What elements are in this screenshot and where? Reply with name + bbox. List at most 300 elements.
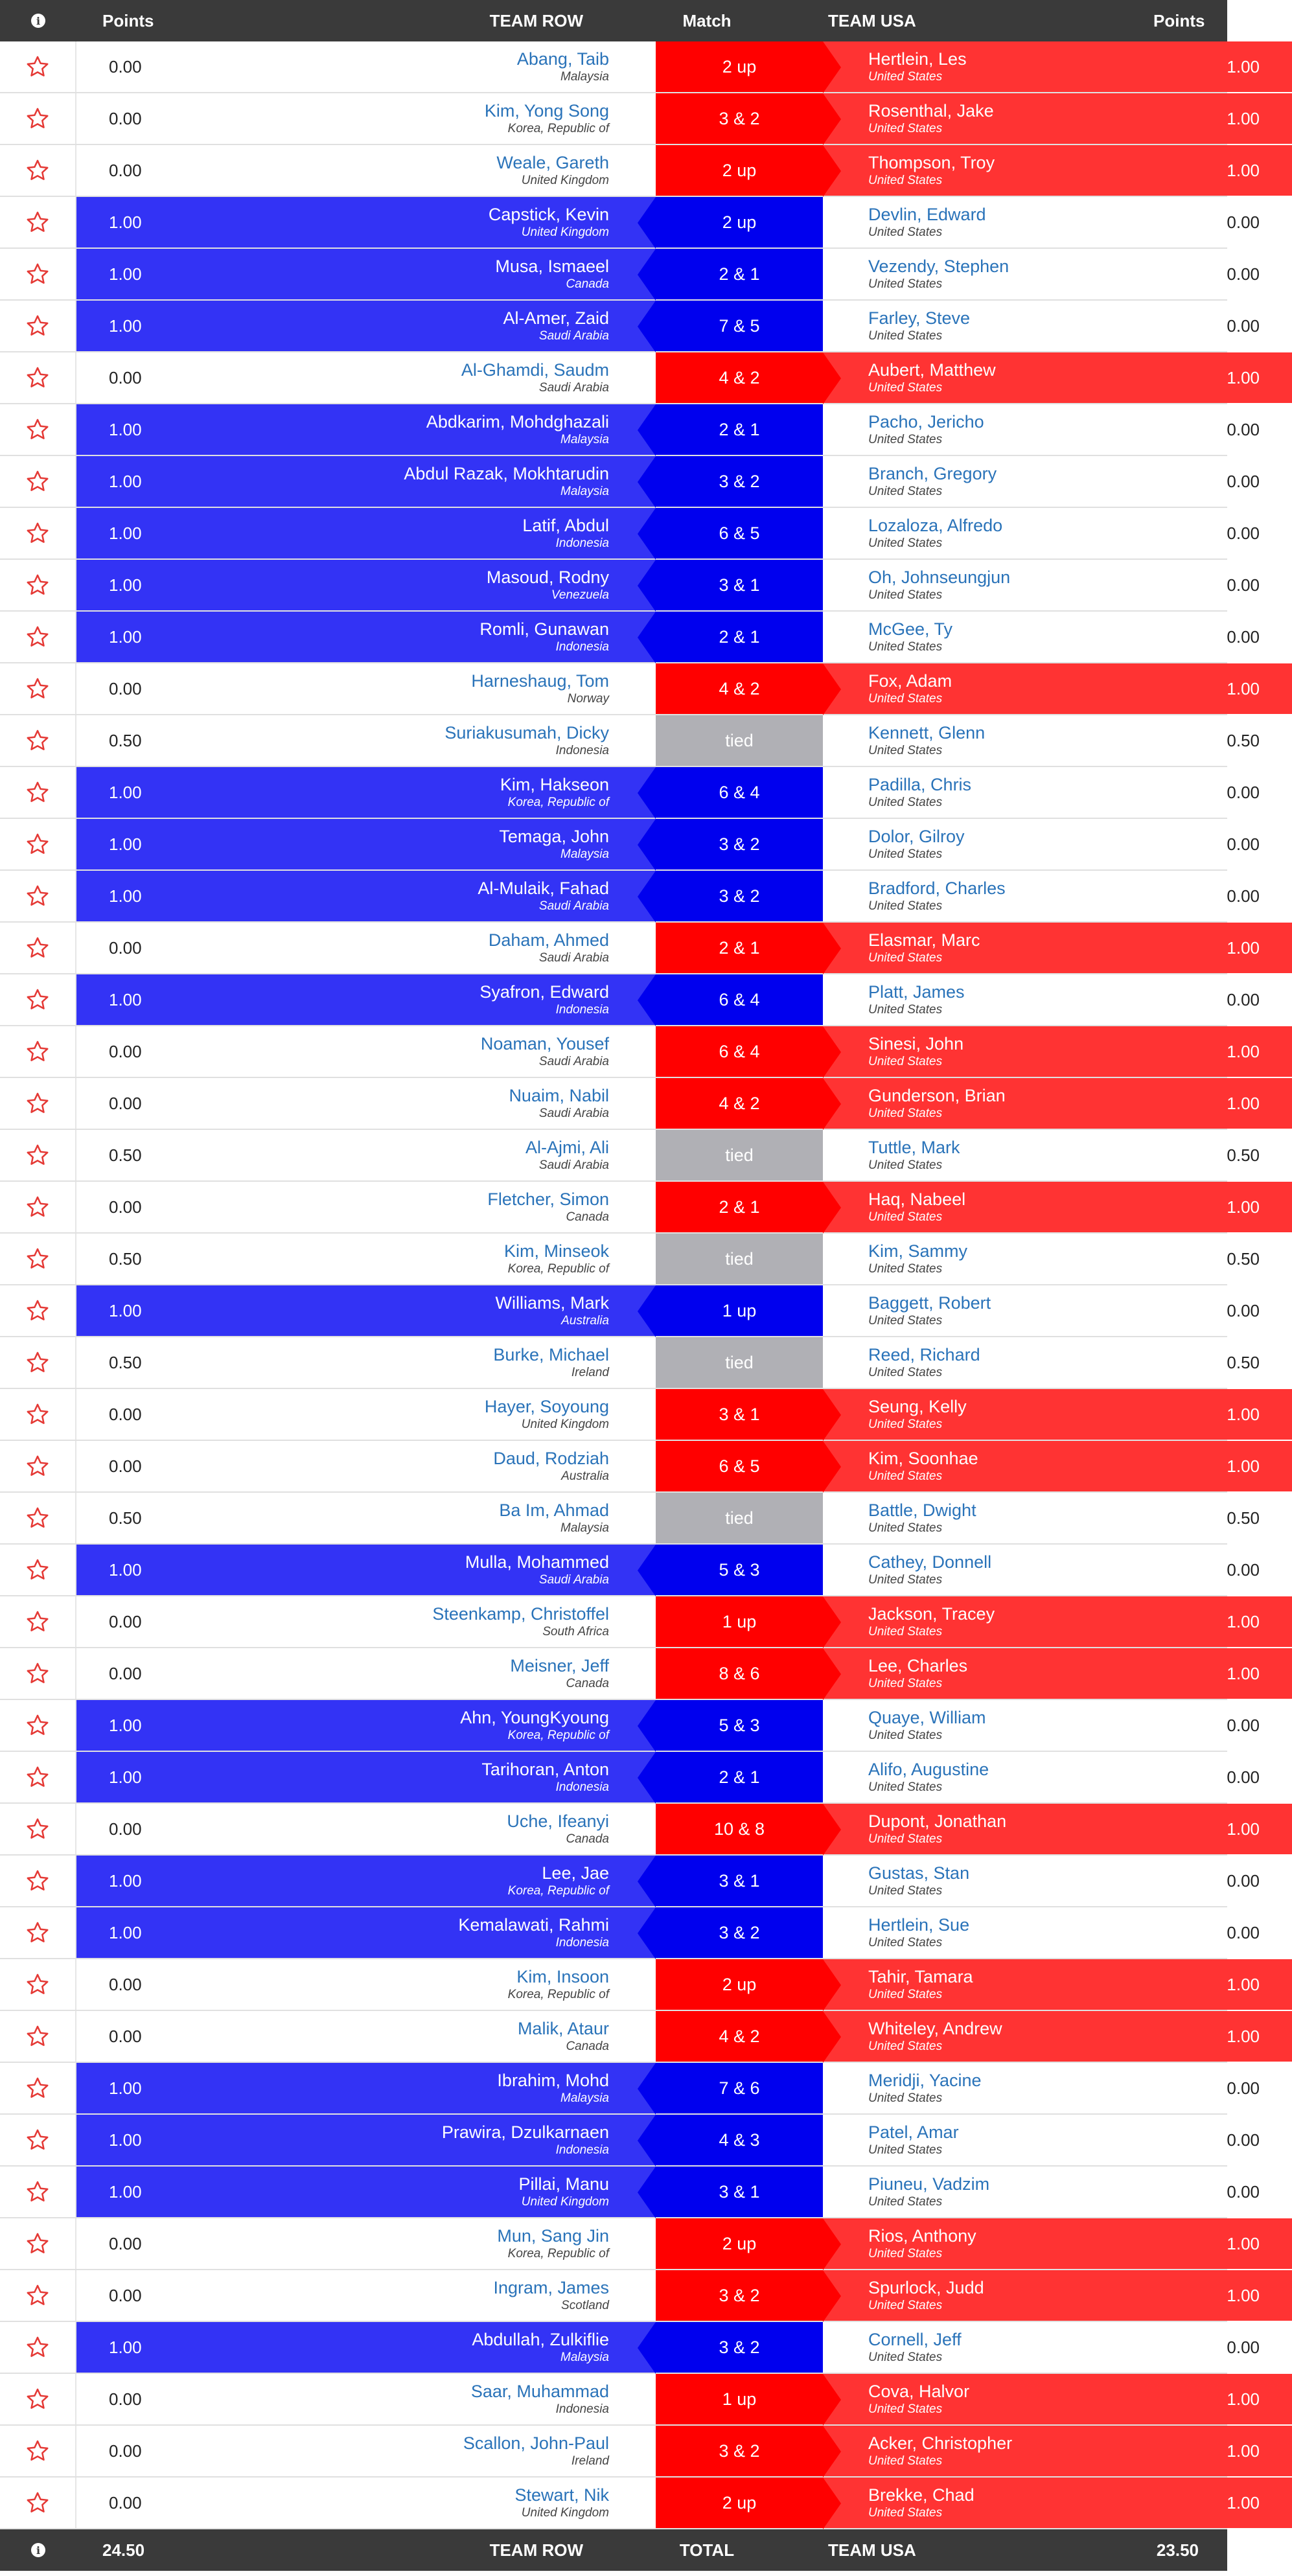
left-points: 0.00 bbox=[109, 678, 142, 698]
left-player-name[interactable]: Tarihoran, Anton bbox=[481, 1760, 609, 1779]
favorite-star-icon[interactable] bbox=[0, 1441, 76, 1491]
right-points: 0.00 bbox=[1227, 1715, 1260, 1735]
favorite-star-icon[interactable] bbox=[0, 767, 76, 818]
right-player-name[interactable]: Hertlein, Sue bbox=[868, 1915, 970, 1935]
table-row[interactable] bbox=[0, 923, 1260, 974]
match-result[interactable]: tied bbox=[656, 715, 823, 766]
favorite-star-icon[interactable] bbox=[0, 1804, 76, 1854]
table-row[interactable] bbox=[0, 41, 1260, 93]
table-row[interactable] bbox=[0, 1389, 1260, 1441]
table-row[interactable] bbox=[0, 1856, 1260, 1907]
match-result[interactable]: 6 & 5 bbox=[656, 508, 823, 558]
left-player bbox=[193, 93, 656, 144]
match-result[interactable]: 3 & 1 bbox=[656, 1389, 823, 1440]
right-player bbox=[823, 974, 1186, 1025]
favorite-star-icon[interactable] bbox=[0, 197, 76, 247]
left-player bbox=[193, 1130, 656, 1180]
match-result[interactable]: 2 up bbox=[656, 145, 823, 196]
table-row[interactable] bbox=[0, 1026, 1260, 1078]
right-player-name[interactable]: Cornell, Jeff bbox=[868, 2330, 962, 2349]
match-result[interactable]: 2 up bbox=[656, 197, 823, 247]
left-player-name[interactable]: Syafron, Edward bbox=[479, 982, 609, 1002]
favorite-star-icon[interactable] bbox=[0, 1130, 76, 1180]
right-player-name[interactable]: Kim, Sammy bbox=[868, 1241, 968, 1261]
left-player-name[interactable]: Daham, Ahmed bbox=[488, 930, 609, 950]
match-result[interactable]: 4 & 2 bbox=[656, 663, 823, 714]
right-player-country: United States bbox=[868, 744, 943, 757]
right-player-name[interactable]: Lozaloza, Alfredo bbox=[868, 516, 1003, 535]
favorite-star-icon[interactable] bbox=[0, 2167, 76, 2217]
header-left-points[interactable]: Points bbox=[102, 10, 154, 30]
favorite-star-icon[interactable] bbox=[0, 2011, 76, 2062]
match-result[interactable]: 2 up bbox=[656, 1959, 823, 2010]
left-player-name[interactable]: Uche, Ifeanyi bbox=[507, 1811, 609, 1831]
right-player-name[interactable]: Baggett, Robert bbox=[868, 1293, 991, 1313]
left-player-country: Korea, Republic of bbox=[507, 1262, 609, 1276]
match-result[interactable]: tied bbox=[656, 1337, 823, 1388]
favorite-star-icon[interactable] bbox=[0, 1337, 76, 1388]
right-player-country: United States bbox=[868, 1107, 943, 1120]
right-player-name[interactable]: Elasmar, Marc bbox=[868, 930, 980, 950]
favorite-star-icon[interactable] bbox=[0, 2374, 76, 2424]
right-player-name[interactable]: Spurlock, Judd bbox=[868, 2278, 984, 2297]
right-player-name[interactable]: Padilla, Chris bbox=[868, 775, 972, 794]
match-result[interactable]: 4 & 2 bbox=[656, 352, 823, 403]
left-player-name[interactable]: Al-Ajmi, Ali bbox=[525, 1138, 609, 1157]
table-row[interactable] bbox=[0, 612, 1260, 663]
favorite-star-icon[interactable] bbox=[0, 2322, 76, 2373]
favorite-star-icon[interactable] bbox=[0, 249, 76, 299]
left-player-name[interactable]: Ibrahim, Mohd bbox=[497, 2071, 609, 2090]
match-result[interactable]: 3 & 2 bbox=[656, 1907, 823, 1958]
match-result[interactable]: 1 up bbox=[656, 1285, 823, 1336]
left-player-name[interactable]: Abdkarim, Mohdghazali bbox=[426, 412, 609, 431]
match-result[interactable]: 4 & 2 bbox=[656, 1078, 823, 1129]
table-row[interactable] bbox=[0, 1648, 1260, 1700]
left-points: 1.00 bbox=[76, 508, 193, 558]
left-player-name[interactable]: Kim, Minseok bbox=[503, 1241, 609, 1261]
info-icon[interactable]: i bbox=[0, 2543, 76, 2557]
left-player-name[interactable]: Weale, Gareth bbox=[496, 153, 609, 172]
left-player bbox=[193, 923, 656, 973]
header-match[interactable]: Match bbox=[682, 10, 732, 30]
right-player-name[interactable]: Tahir, Tamara bbox=[868, 1967, 973, 1986]
table-row[interactable] bbox=[0, 2426, 1260, 2478]
left-player-name[interactable]: Burke, Michael bbox=[493, 1345, 609, 1364]
left-player-name[interactable]: Prawira, Dzulkarnaen bbox=[441, 2122, 609, 2142]
right-player-name[interactable]: Haq, Nabeel bbox=[868, 1190, 966, 1209]
left-player-name[interactable]: Steenkamp, Christoffel bbox=[432, 1604, 609, 1624]
right-player-name[interactable]: Fox, Adam bbox=[868, 671, 952, 691]
favorite-star-icon[interactable] bbox=[0, 2426, 76, 2476]
right-player-country: United States bbox=[868, 2402, 943, 2416]
table-row[interactable] bbox=[0, 1285, 1260, 1337]
favorite-star-icon[interactable] bbox=[0, 1182, 76, 1232]
table-row[interactable] bbox=[0, 1182, 1260, 1234]
left-player bbox=[193, 145, 656, 196]
match-result[interactable]: 2 & 1 bbox=[656, 1182, 823, 1232]
left-player-name[interactable]: Abdul Razak, Mokhtarudin bbox=[404, 464, 609, 483]
header-right-points[interactable]: Points bbox=[1153, 10, 1205, 30]
favorite-star-icon[interactable] bbox=[0, 2478, 76, 2528]
right-player-name[interactable]: Thompson, Troy bbox=[868, 153, 995, 172]
left-player-name[interactable]: Temaga, John bbox=[499, 827, 609, 846]
right-player-name[interactable]: Bradford, Charles bbox=[868, 879, 1006, 898]
match-result[interactable]: 2 & 1 bbox=[656, 923, 823, 973]
left-player-country: Malaysia bbox=[560, 847, 609, 861]
right-points: 0.00 bbox=[1227, 2337, 1260, 2357]
right-points: 1.00 bbox=[1186, 41, 1292, 92]
right-player-name[interactable]: Gustas, Stan bbox=[868, 1863, 970, 1883]
match-result[interactable]: 1 up bbox=[656, 1596, 823, 1647]
left-player-name[interactable]: Ingram, James bbox=[493, 2278, 609, 2297]
match-result[interactable]: 3 & 1 bbox=[656, 1856, 823, 1906]
favorite-star-icon[interactable] bbox=[0, 1285, 76, 1336]
left-player-name[interactable]: Abang, Taib bbox=[516, 49, 609, 69]
favorite-star-icon[interactable] bbox=[0, 301, 76, 351]
left-player-name[interactable]: Suriakusumah, Dicky bbox=[444, 723, 609, 742]
right-player-name[interactable]: Acker, Christopher bbox=[868, 2433, 1013, 2453]
left-player-name[interactable]: Al-Mulaik, Fahad bbox=[478, 879, 609, 898]
match-result[interactable]: 2 & 1 bbox=[656, 1752, 823, 1802]
table-row[interactable] bbox=[0, 663, 1260, 715]
table-row[interactable] bbox=[0, 2115, 1260, 2167]
right-player-name[interactable]: Platt, James bbox=[868, 982, 965, 1002]
right-player-country: United States bbox=[868, 485, 943, 498]
table-row[interactable] bbox=[0, 2478, 1260, 2529]
table-row[interactable] bbox=[0, 1234, 1260, 1285]
left-player-country: Venezuela bbox=[551, 588, 609, 602]
table-row[interactable] bbox=[0, 2011, 1260, 2063]
left-player-name[interactable]: Kim, Hakseon bbox=[500, 775, 609, 794]
table-row[interactable] bbox=[0, 301, 1260, 352]
left-points: 1.00 bbox=[76, 1907, 193, 1958]
left-player-name[interactable]: Latif, Abdul bbox=[522, 516, 609, 535]
match-result[interactable]: 8 & 6 bbox=[656, 1648, 823, 1699]
right-points: 1.00 bbox=[1186, 1648, 1292, 1699]
favorite-star-icon[interactable] bbox=[0, 871, 76, 921]
match-result[interactable]: 10 & 8 bbox=[656, 1804, 823, 1854]
table-row[interactable] bbox=[0, 352, 1260, 404]
favorite-star-icon[interactable] bbox=[0, 1493, 76, 1543]
table-row[interactable] bbox=[0, 93, 1260, 145]
left-points: 1.00 bbox=[76, 2322, 193, 2373]
right-player-name[interactable]: Cathey, Donnell bbox=[868, 1552, 992, 1572]
right-player-name[interactable]: Quaye, William bbox=[868, 1708, 986, 1727]
left-points: 0.00 bbox=[109, 1611, 142, 1631]
match-result[interactable]: 3 & 2 bbox=[656, 93, 823, 144]
left-player-name[interactable]: Hayer, Soyoung bbox=[484, 1397, 609, 1416]
table-row[interactable] bbox=[0, 2063, 1260, 2115]
right-player-name[interactable]: Hertlein, Les bbox=[868, 49, 967, 69]
table-row[interactable] bbox=[0, 1337, 1260, 1389]
left-points: 0.00 bbox=[109, 2441, 142, 2461]
table-row[interactable] bbox=[0, 197, 1260, 249]
right-player-name[interactable]: Oh, Johnseungjun bbox=[868, 568, 1011, 587]
right-player-country: United States bbox=[868, 2247, 943, 2260]
left-player-country: Australia bbox=[561, 1469, 609, 1483]
right-player-name[interactable]: Tuttle, Mark bbox=[868, 1138, 960, 1157]
left-player-country: United Kingdom bbox=[521, 225, 609, 239]
left-points: 1.00 bbox=[76, 456, 193, 507]
match-result[interactable]: 7 & 6 bbox=[656, 2063, 823, 2113]
favorite-star-icon[interactable] bbox=[0, 1026, 76, 1077]
table-row[interactable] bbox=[0, 456, 1260, 508]
right-player-name[interactable]: Branch, Gregory bbox=[868, 464, 997, 483]
left-player-name[interactable]: Malik, Ataur bbox=[517, 2019, 609, 2038]
right-player-name[interactable]: McGee, Ty bbox=[868, 619, 953, 639]
favorite-star-icon[interactable] bbox=[0, 819, 76, 869]
left-player-country: Korea, Republic of bbox=[507, 122, 609, 135]
left-player-name[interactable]: Daud, Rodziah bbox=[493, 1449, 609, 1468]
left-player-name[interactable]: Kim, Insoon bbox=[516, 1967, 609, 1986]
left-player-name[interactable]: Romli, Gunawan bbox=[479, 619, 609, 639]
table-row[interactable] bbox=[0, 767, 1260, 819]
table-row[interactable] bbox=[0, 508, 1260, 560]
right-points: 1.00 bbox=[1186, 1026, 1292, 1077]
right-player-name[interactable]: Kim, Soonhae bbox=[868, 1449, 978, 1468]
match-result[interactable]: 6 & 5 bbox=[656, 1441, 823, 1491]
right-player-name[interactable]: Alifo, Augustine bbox=[868, 1760, 989, 1779]
left-player-name[interactable]: Noaman, Yousef bbox=[480, 1034, 609, 1053]
match-result[interactable]: 3 & 2 bbox=[656, 2270, 823, 2321]
right-player-name[interactable]: Devlin, Edward bbox=[868, 205, 986, 224]
right-player bbox=[823, 2115, 1186, 2165]
left-player-name[interactable]: Al-Ghamdi, Saudm bbox=[461, 360, 609, 380]
favorite-star-icon[interactable] bbox=[0, 1648, 76, 1699]
right-player-name[interactable]: Lee, Charles bbox=[868, 1656, 968, 1675]
match-result[interactable]: 3 & 1 bbox=[656, 2167, 823, 2217]
left-points: 1.00 bbox=[76, 1856, 193, 1906]
table-row[interactable] bbox=[0, 1130, 1260, 1182]
favorite-star-icon[interactable] bbox=[0, 715, 76, 766]
left-points: 1.00 bbox=[76, 819, 193, 869]
favorite-star-icon[interactable] bbox=[0, 1545, 76, 1595]
table-row[interactable] bbox=[0, 145, 1260, 197]
right-points: 0.00 bbox=[1227, 575, 1260, 595]
right-player-name[interactable]: Rios, Anthony bbox=[868, 2226, 976, 2246]
favorite-star-icon[interactable] bbox=[0, 1959, 76, 2010]
table-row[interactable] bbox=[0, 871, 1260, 923]
right-player-name[interactable]: Reed, Richard bbox=[868, 1345, 980, 1364]
favorite-star-icon[interactable] bbox=[0, 923, 76, 973]
favorite-star-icon[interactable] bbox=[0, 560, 76, 610]
favorite-star-icon[interactable] bbox=[0, 93, 76, 144]
right-player-name[interactable]: Patel, Amar bbox=[868, 2122, 959, 2142]
match-result[interactable]: 4 & 2 bbox=[656, 2011, 823, 2062]
match-result[interactable]: tied bbox=[656, 1234, 823, 1284]
match-result[interactable]: 5 & 3 bbox=[656, 1545, 823, 1595]
favorite-star-icon[interactable] bbox=[0, 2063, 76, 2113]
left-player-name[interactable]: Masoud, Rodny bbox=[486, 568, 609, 587]
left-player-country: United Kingdom bbox=[521, 1418, 609, 1431]
right-player-country: United States bbox=[868, 2091, 943, 2105]
favorite-star-icon[interactable] bbox=[0, 2115, 76, 2165]
header-left-team[interactable]: TEAM ROW bbox=[489, 10, 583, 30]
favorite-star-icon[interactable] bbox=[0, 1078, 76, 1129]
favorite-star-icon[interactable] bbox=[0, 508, 76, 558]
table-row[interactable] bbox=[0, 1078, 1260, 1130]
right-player-name[interactable]: Aubert, Matthew bbox=[868, 360, 996, 380]
left-player-name[interactable]: Scallon, John-Paul bbox=[463, 2433, 609, 2453]
right-player-name[interactable]: Sinesi, John bbox=[868, 1034, 964, 1053]
right-player-name[interactable]: Whiteley, Andrew bbox=[868, 2019, 1002, 2038]
left-player-name[interactable]: Capstick, Kevin bbox=[488, 205, 609, 224]
favorite-star-icon[interactable] bbox=[0, 2218, 76, 2269]
match-result[interactable]: 2 & 1 bbox=[656, 612, 823, 662]
favorite-star-icon[interactable] bbox=[0, 1700, 76, 1751]
right-player-name[interactable]: Piuneu, Vadzim bbox=[868, 2174, 990, 2194]
left-player-name[interactable]: Al-Amer, Zaid bbox=[503, 308, 609, 328]
right-player-name[interactable]: Dupont, Jonathan bbox=[868, 1811, 1007, 1831]
match-result[interactable]: 3 & 2 bbox=[656, 2426, 823, 2476]
match-result[interactable]: 1 up bbox=[656, 2374, 823, 2424]
left-player-name[interactable]: Stewart, Nik bbox=[514, 2485, 609, 2505]
left-player-name[interactable]: Abdullah, Zulkiflie bbox=[472, 2330, 609, 2349]
favorite-star-icon[interactable] bbox=[0, 145, 76, 196]
match-result[interactable]: 2 up bbox=[656, 41, 823, 92]
right-player-country: United States bbox=[868, 640, 943, 654]
right-player-name[interactable]: Pacho, Jericho bbox=[868, 412, 984, 431]
right-player-name[interactable]: Gunderson, Brian bbox=[868, 1086, 1006, 1105]
table-row[interactable] bbox=[0, 2374, 1260, 2426]
match-result[interactable]: 3 & 2 bbox=[656, 456, 823, 507]
match-result[interactable]: 7 & 5 bbox=[656, 301, 823, 351]
table-row[interactable] bbox=[0, 2270, 1260, 2322]
right-player-name[interactable]: Meridji, Yacine bbox=[868, 2071, 982, 2090]
favorite-star-icon[interactable] bbox=[0, 456, 76, 507]
favorite-star-icon[interactable] bbox=[0, 1596, 76, 1647]
favorite-star-icon[interactable] bbox=[0, 612, 76, 662]
left-player bbox=[193, 2270, 656, 2321]
right-points: 0.00 bbox=[1227, 523, 1260, 543]
right-player-name[interactable]: Dolor, Gilroy bbox=[868, 827, 965, 846]
left-player-name[interactable]: Lee, Jae bbox=[542, 1863, 609, 1883]
table-row[interactable] bbox=[0, 1441, 1260, 1493]
favorite-star-icon[interactable] bbox=[0, 352, 76, 403]
table-row[interactable] bbox=[0, 1907, 1260, 1959]
match-result[interactable]: 3 & 2 bbox=[656, 871, 823, 921]
right-player-country: United States bbox=[868, 2454, 943, 2468]
table-row[interactable] bbox=[0, 1596, 1260, 1648]
right-player-name[interactable]: Seung, Kelly bbox=[868, 1397, 967, 1416]
left-player-name[interactable]: Williams, Mark bbox=[495, 1293, 609, 1313]
footer-total: TOTAL bbox=[679, 2540, 735, 2560]
left-player-name[interactable]: Kemalawati, Rahmi bbox=[458, 1915, 609, 1935]
right-player-name[interactable]: Cova, Halvor bbox=[868, 2382, 970, 2401]
right-player-name[interactable]: Battle, Dwight bbox=[868, 1501, 976, 1520]
left-player-name[interactable]: Kim, Yong Song bbox=[484, 101, 609, 121]
left-player-name[interactable]: Pillai, Manu bbox=[518, 2174, 609, 2194]
favorite-star-icon[interactable] bbox=[0, 1907, 76, 1958]
table-row[interactable] bbox=[0, 1493, 1260, 1545]
right-player-name[interactable]: Kennett, Glenn bbox=[868, 723, 986, 742]
match-result[interactable]: 6 & 4 bbox=[656, 1026, 823, 1077]
table-row[interactable] bbox=[0, 249, 1260, 301]
table-row[interactable] bbox=[0, 2322, 1260, 2374]
match-result[interactable]: 2 & 1 bbox=[656, 404, 823, 455]
favorite-star-icon[interactable] bbox=[0, 41, 76, 92]
table-row[interactable] bbox=[0, 974, 1260, 1026]
left-player-name[interactable]: Saar, Muhammad bbox=[470, 2382, 609, 2401]
left-player-name[interactable]: Nuaim, Nabil bbox=[509, 1086, 609, 1105]
favorite-star-icon[interactable] bbox=[0, 2270, 76, 2321]
left-player-name[interactable]: Ba Im, Ahmad bbox=[499, 1501, 609, 1520]
right-points: 0.00 bbox=[1227, 2078, 1260, 2098]
table-row[interactable] bbox=[0, 1700, 1260, 1752]
left-player-country: Korea, Republic of bbox=[507, 1988, 609, 2001]
left-player-name[interactable]: Mulla, Mohammed bbox=[465, 1552, 609, 1572]
left-player bbox=[193, 456, 656, 507]
left-player bbox=[193, 1234, 656, 1284]
table-row[interactable] bbox=[0, 404, 1260, 456]
left-player-country: Ireland bbox=[571, 1366, 609, 1379]
left-player bbox=[193, 1285, 656, 1336]
favorite-star-icon[interactable] bbox=[0, 404, 76, 455]
left-player-country: Malaysia bbox=[560, 1521, 609, 1535]
left-player-name[interactable]: Musa, Ismaeel bbox=[495, 257, 609, 276]
right-points: 0.00 bbox=[1227, 1559, 1260, 1580]
table-row[interactable] bbox=[0, 2167, 1260, 2218]
right-player-name[interactable]: Vezendy, Stephen bbox=[868, 257, 1009, 276]
match-result[interactable]: 3 & 2 bbox=[656, 2322, 823, 2373]
favorite-star-icon[interactable] bbox=[0, 974, 76, 1025]
favorite-star-icon[interactable] bbox=[0, 1752, 76, 1802]
left-player-name[interactable]: Meisner, Jeff bbox=[510, 1656, 609, 1675]
match-result[interactable]: 6 & 4 bbox=[656, 767, 823, 818]
table-row[interactable] bbox=[0, 1959, 1260, 2011]
right-player-name[interactable]: Brekke, Chad bbox=[868, 2485, 975, 2505]
table-row[interactable] bbox=[0, 1752, 1260, 1804]
left-player-name[interactable]: Harneshaug, Tom bbox=[471, 671, 609, 691]
match-result[interactable]: tied bbox=[656, 1130, 823, 1180]
right-points: 1.00 bbox=[1186, 2218, 1292, 2269]
right-player-name[interactable]: Rosenthal, Jake bbox=[868, 101, 994, 121]
favorite-star-icon[interactable] bbox=[0, 1234, 76, 1284]
table-row[interactable] bbox=[0, 715, 1260, 767]
right-player-country: United States bbox=[868, 692, 943, 706]
match-result[interactable]: 2 up bbox=[656, 2478, 823, 2528]
favorite-star-icon[interactable] bbox=[0, 1389, 76, 1440]
favorite-star-icon[interactable] bbox=[0, 663, 76, 714]
right-player-country: United States bbox=[868, 1729, 943, 1742]
right-player-country: United States bbox=[868, 1469, 943, 1483]
right-player-country: United States bbox=[868, 122, 943, 135]
match-result[interactable]: tied bbox=[656, 1493, 823, 1543]
header-right-team[interactable]: TEAM USA bbox=[828, 10, 916, 30]
info-icon[interactable]: i bbox=[0, 14, 76, 28]
table-row[interactable] bbox=[0, 1545, 1260, 1596]
match-result[interactable]: 2 up bbox=[656, 2218, 823, 2269]
right-player-name[interactable]: Farley, Steve bbox=[868, 308, 971, 328]
left-player-name[interactable]: Fletcher, Simon bbox=[487, 1190, 609, 1209]
table-row[interactable] bbox=[0, 1804, 1260, 1856]
match-result[interactable]: 3 & 2 bbox=[656, 819, 823, 869]
match-result[interactable]: 6 & 4 bbox=[656, 974, 823, 1025]
left-player-name[interactable]: Ahn, YoungKyoung bbox=[460, 1708, 609, 1727]
table-row[interactable] bbox=[0, 819, 1260, 871]
match-result[interactable]: 4 & 3 bbox=[656, 2115, 823, 2165]
table-row[interactable] bbox=[0, 2218, 1260, 2270]
match-result[interactable]: 5 & 3 bbox=[656, 1700, 823, 1751]
favorite-star-icon[interactable] bbox=[0, 1856, 76, 1906]
match-result[interactable]: 2 & 1 bbox=[656, 249, 823, 299]
table-row[interactable] bbox=[0, 560, 1260, 612]
left-player-name[interactable]: Mun, Sang Jin bbox=[497, 2226, 609, 2246]
match-result[interactable]: 3 & 1 bbox=[656, 560, 823, 610]
right-player-name[interactable]: Jackson, Tracey bbox=[868, 1604, 995, 1624]
left-points: 0.00 bbox=[109, 367, 142, 387]
